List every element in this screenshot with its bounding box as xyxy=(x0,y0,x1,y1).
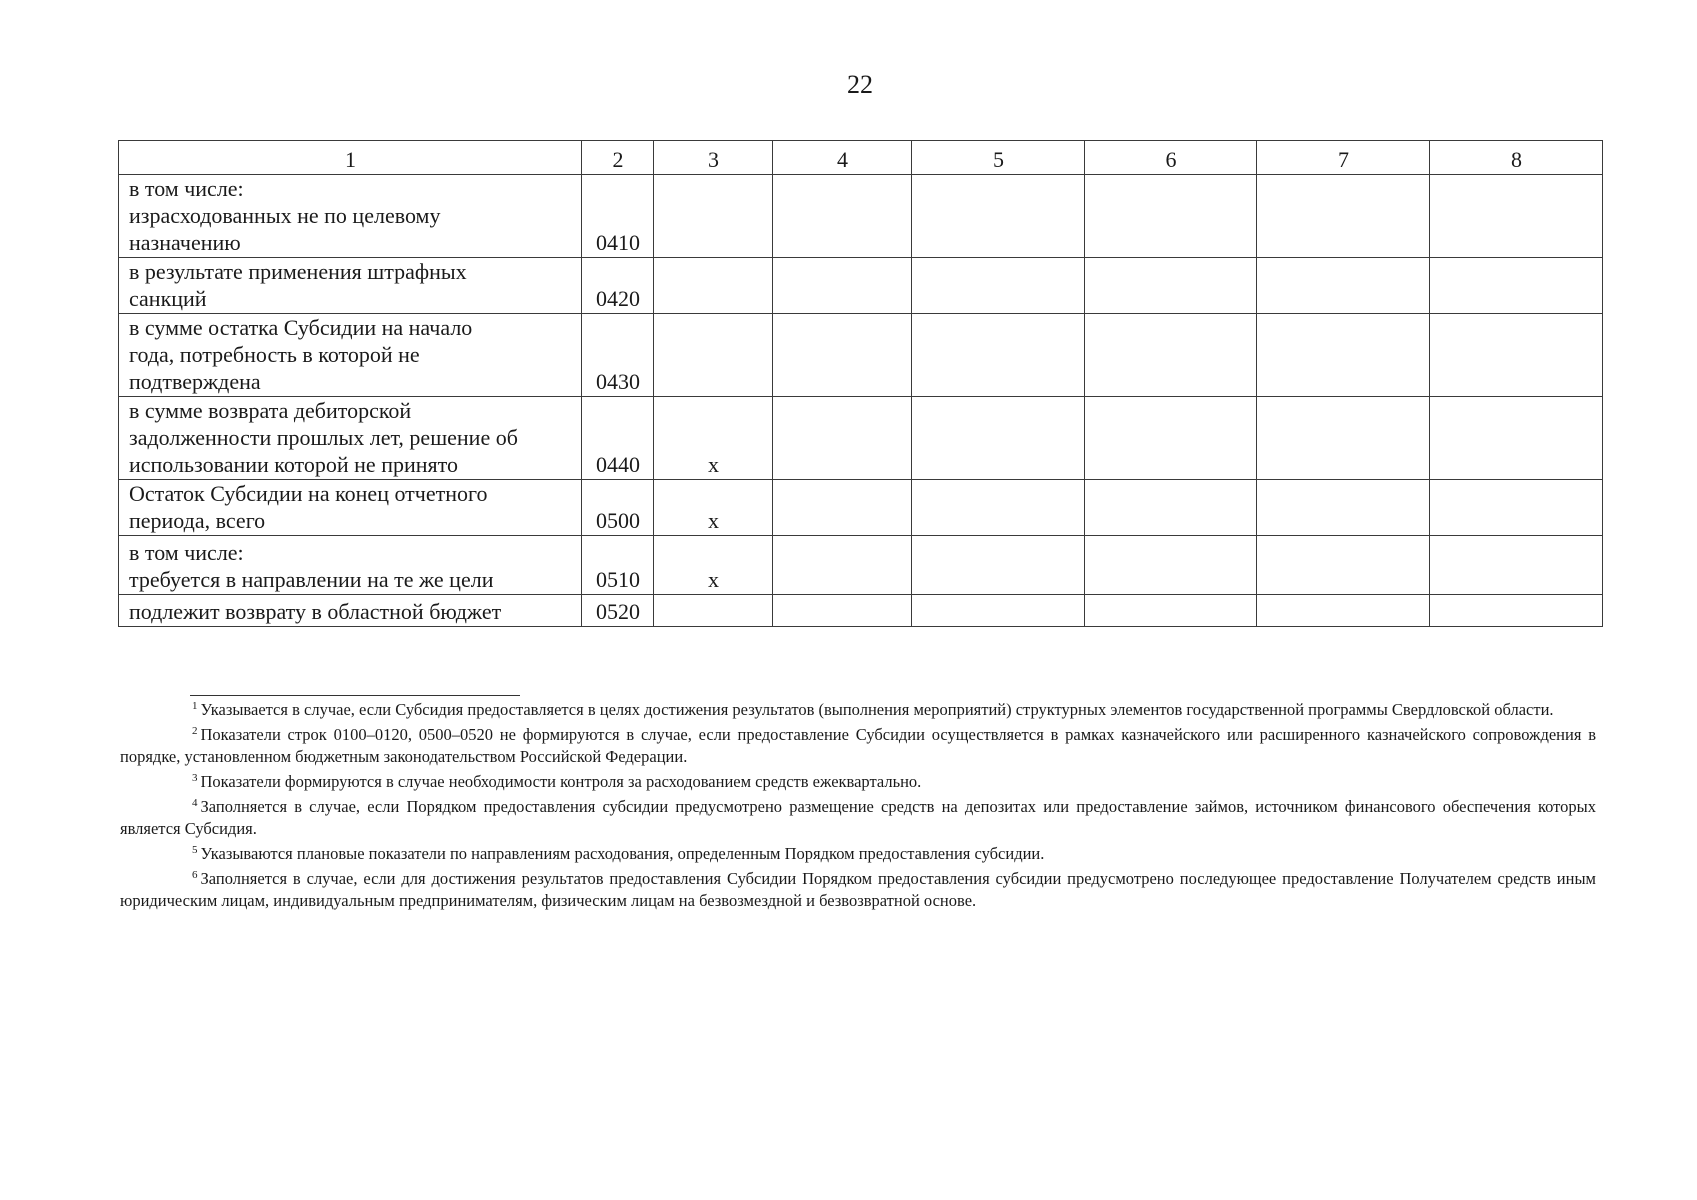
empty-value-cell xyxy=(912,314,1085,397)
empty-value-cell xyxy=(773,536,912,595)
empty-value-cell xyxy=(912,480,1085,536)
footnote-number: 5 xyxy=(192,844,198,856)
row-code-cell: 0520 xyxy=(582,595,654,627)
empty-value-cell xyxy=(1257,258,1430,314)
empty-value-cell xyxy=(912,536,1085,595)
empty-value-cell xyxy=(1257,314,1430,397)
empty-value-cell xyxy=(912,595,1085,627)
row-name-line: санкций xyxy=(129,286,207,311)
column-header: 6 xyxy=(1085,141,1257,175)
row-name-cell xyxy=(119,314,582,397)
footnote-text: Заполняется в случае, если для достижения результатов предоставления Субсидии Порядком предоставления субсидии предусмотрено последующее предоставление Получателем средств иным юридическим лицам, индивидуальным предпринимателям, физическим лицам на безвозмездной и безвозвратной основе. xyxy=(120,869,1596,910)
footnote-number: 1 xyxy=(192,700,198,712)
column-header: 1 xyxy=(119,141,582,175)
row-name-cell xyxy=(119,536,582,595)
empty-value-cell xyxy=(1257,480,1430,536)
column-header: 7 xyxy=(1257,141,1430,175)
row-code-cell: 0440 xyxy=(582,397,654,480)
footnote xyxy=(120,771,1596,793)
row-name-line: в результате применения штрафных xyxy=(129,259,467,284)
column-header: 4 xyxy=(773,141,912,175)
empty-value-cell xyxy=(1085,314,1257,397)
footnote-text: Показатели формируются в случае необходимости контроля за расходованием средств ежеквартально. xyxy=(200,772,922,791)
empty-value-cell xyxy=(773,314,912,397)
row-mark-cell xyxy=(654,595,773,627)
empty-value-cell xyxy=(912,258,1085,314)
report-table xyxy=(118,140,1603,627)
row-name-line: израсходованных не по целевому xyxy=(129,203,441,228)
row-name-line: подлежит возврату в областной бюджет xyxy=(129,599,502,624)
empty-value-cell xyxy=(773,480,912,536)
empty-value-cell xyxy=(773,175,912,258)
row-name-cell xyxy=(119,175,582,258)
footnote-number: 3 xyxy=(192,772,198,784)
row-name-cell xyxy=(119,480,582,536)
table-body xyxy=(119,141,1603,627)
footnote-text: Указывается в случае, если Субсидия предоставляется в целях достижения результатов (выполнения мероприятий) структурных элементов государственной программы Свердловской области. xyxy=(200,700,1554,719)
row-name-line: подтверждена xyxy=(129,369,261,394)
footnote-number: 6 xyxy=(192,869,198,881)
empty-value-cell xyxy=(1430,314,1603,397)
empty-value-cell xyxy=(912,175,1085,258)
row-name-cell xyxy=(119,397,582,480)
empty-value-cell xyxy=(1085,258,1257,314)
footnote-number: 4 xyxy=(192,797,198,809)
row-mark-cell xyxy=(654,314,773,397)
empty-value-cell xyxy=(1430,536,1603,595)
empty-value-cell xyxy=(1430,175,1603,258)
column-header: 8 xyxy=(1430,141,1603,175)
empty-value-cell xyxy=(1085,397,1257,480)
row-name-line: в том числе: xyxy=(129,540,244,565)
row-name-line: периода, всего xyxy=(129,508,266,533)
table-row xyxy=(119,175,1603,258)
column-header: 3 xyxy=(654,141,773,175)
row-code-cell: 0500 xyxy=(582,480,654,536)
footnote-text: Показатели строк 0100–0120, 0500–0520 не формируются в случае, если предоставление Субсидии осуществляется в рамках казначейского или расширенного казначейского сопровождения в порядке, установленном бюджетным законодательством Российской Федерации. xyxy=(120,725,1596,766)
row-code-cell: 0410 xyxy=(582,175,654,258)
row-mark-cell: х xyxy=(654,397,773,480)
empty-value-cell xyxy=(773,595,912,627)
table-header-row xyxy=(119,141,1603,175)
table-row xyxy=(119,397,1603,480)
table-row xyxy=(119,314,1603,397)
footnote xyxy=(120,699,1596,721)
row-name-line: Остаток Субсидии на конец отчетного xyxy=(129,481,488,506)
footnote-separator xyxy=(190,695,520,696)
footnote xyxy=(120,724,1596,768)
row-mark-cell: х xyxy=(654,480,773,536)
footnote-text: Указываются плановые показатели по направлениям расходования, определенным Порядком предоставления субсидии. xyxy=(200,844,1045,863)
empty-value-cell xyxy=(1430,480,1603,536)
empty-value-cell xyxy=(1257,175,1430,258)
row-mark-cell: х xyxy=(654,536,773,595)
column-header: 5 xyxy=(912,141,1085,175)
column-header: 2 xyxy=(582,141,654,175)
footnote xyxy=(120,868,1596,912)
page-number: 22 xyxy=(847,70,873,99)
empty-value-cell xyxy=(773,397,912,480)
row-name-line: в сумме остатка Субсидии на начало xyxy=(129,315,473,340)
empty-value-cell xyxy=(1430,595,1603,627)
empty-value-cell xyxy=(1085,175,1257,258)
empty-value-cell xyxy=(1430,397,1603,480)
table-row xyxy=(119,536,1603,595)
empty-value-cell xyxy=(1085,480,1257,536)
row-name-line: задолженности прошлых лет, решение об xyxy=(129,425,518,450)
row-name-line: в сумме возврата дебиторской xyxy=(129,398,412,423)
footnote-text: Заполняется в случае, если Порядком предоставления субсидии предусмотрено размещение средств на депозитах или предоставление займов, источником финансового обеспечения которых является Субсидия. xyxy=(120,797,1596,838)
row-name-line: в том числе: xyxy=(129,176,244,201)
row-mark-cell xyxy=(654,258,773,314)
row-code-cell: 0430 xyxy=(582,314,654,397)
empty-value-cell xyxy=(1257,595,1430,627)
row-name-line: требуется в направлении на те же цели xyxy=(129,567,494,592)
row-name-line: назначению xyxy=(129,230,241,255)
empty-value-cell xyxy=(1085,536,1257,595)
empty-value-cell xyxy=(1257,536,1430,595)
footnote xyxy=(120,796,1596,840)
row-mark-cell xyxy=(654,175,773,258)
empty-value-cell xyxy=(1085,595,1257,627)
footnotes xyxy=(120,699,1596,915)
row-code-cell: 0420 xyxy=(582,258,654,314)
row-name-cell xyxy=(119,595,582,627)
footnote-number: 2 xyxy=(192,725,198,737)
footnote xyxy=(120,843,1596,865)
table-row xyxy=(119,258,1603,314)
row-name-line: использовании которой не принято xyxy=(129,452,458,477)
empty-value-cell xyxy=(912,397,1085,480)
table-row xyxy=(119,595,1603,627)
empty-value-cell xyxy=(1257,397,1430,480)
row-name-cell xyxy=(119,258,582,314)
empty-value-cell xyxy=(1430,258,1603,314)
empty-value-cell xyxy=(773,258,912,314)
row-code-cell: 0510 xyxy=(582,536,654,595)
table-row xyxy=(119,480,1603,536)
row-name-line: года, потребность в которой не xyxy=(129,342,420,367)
